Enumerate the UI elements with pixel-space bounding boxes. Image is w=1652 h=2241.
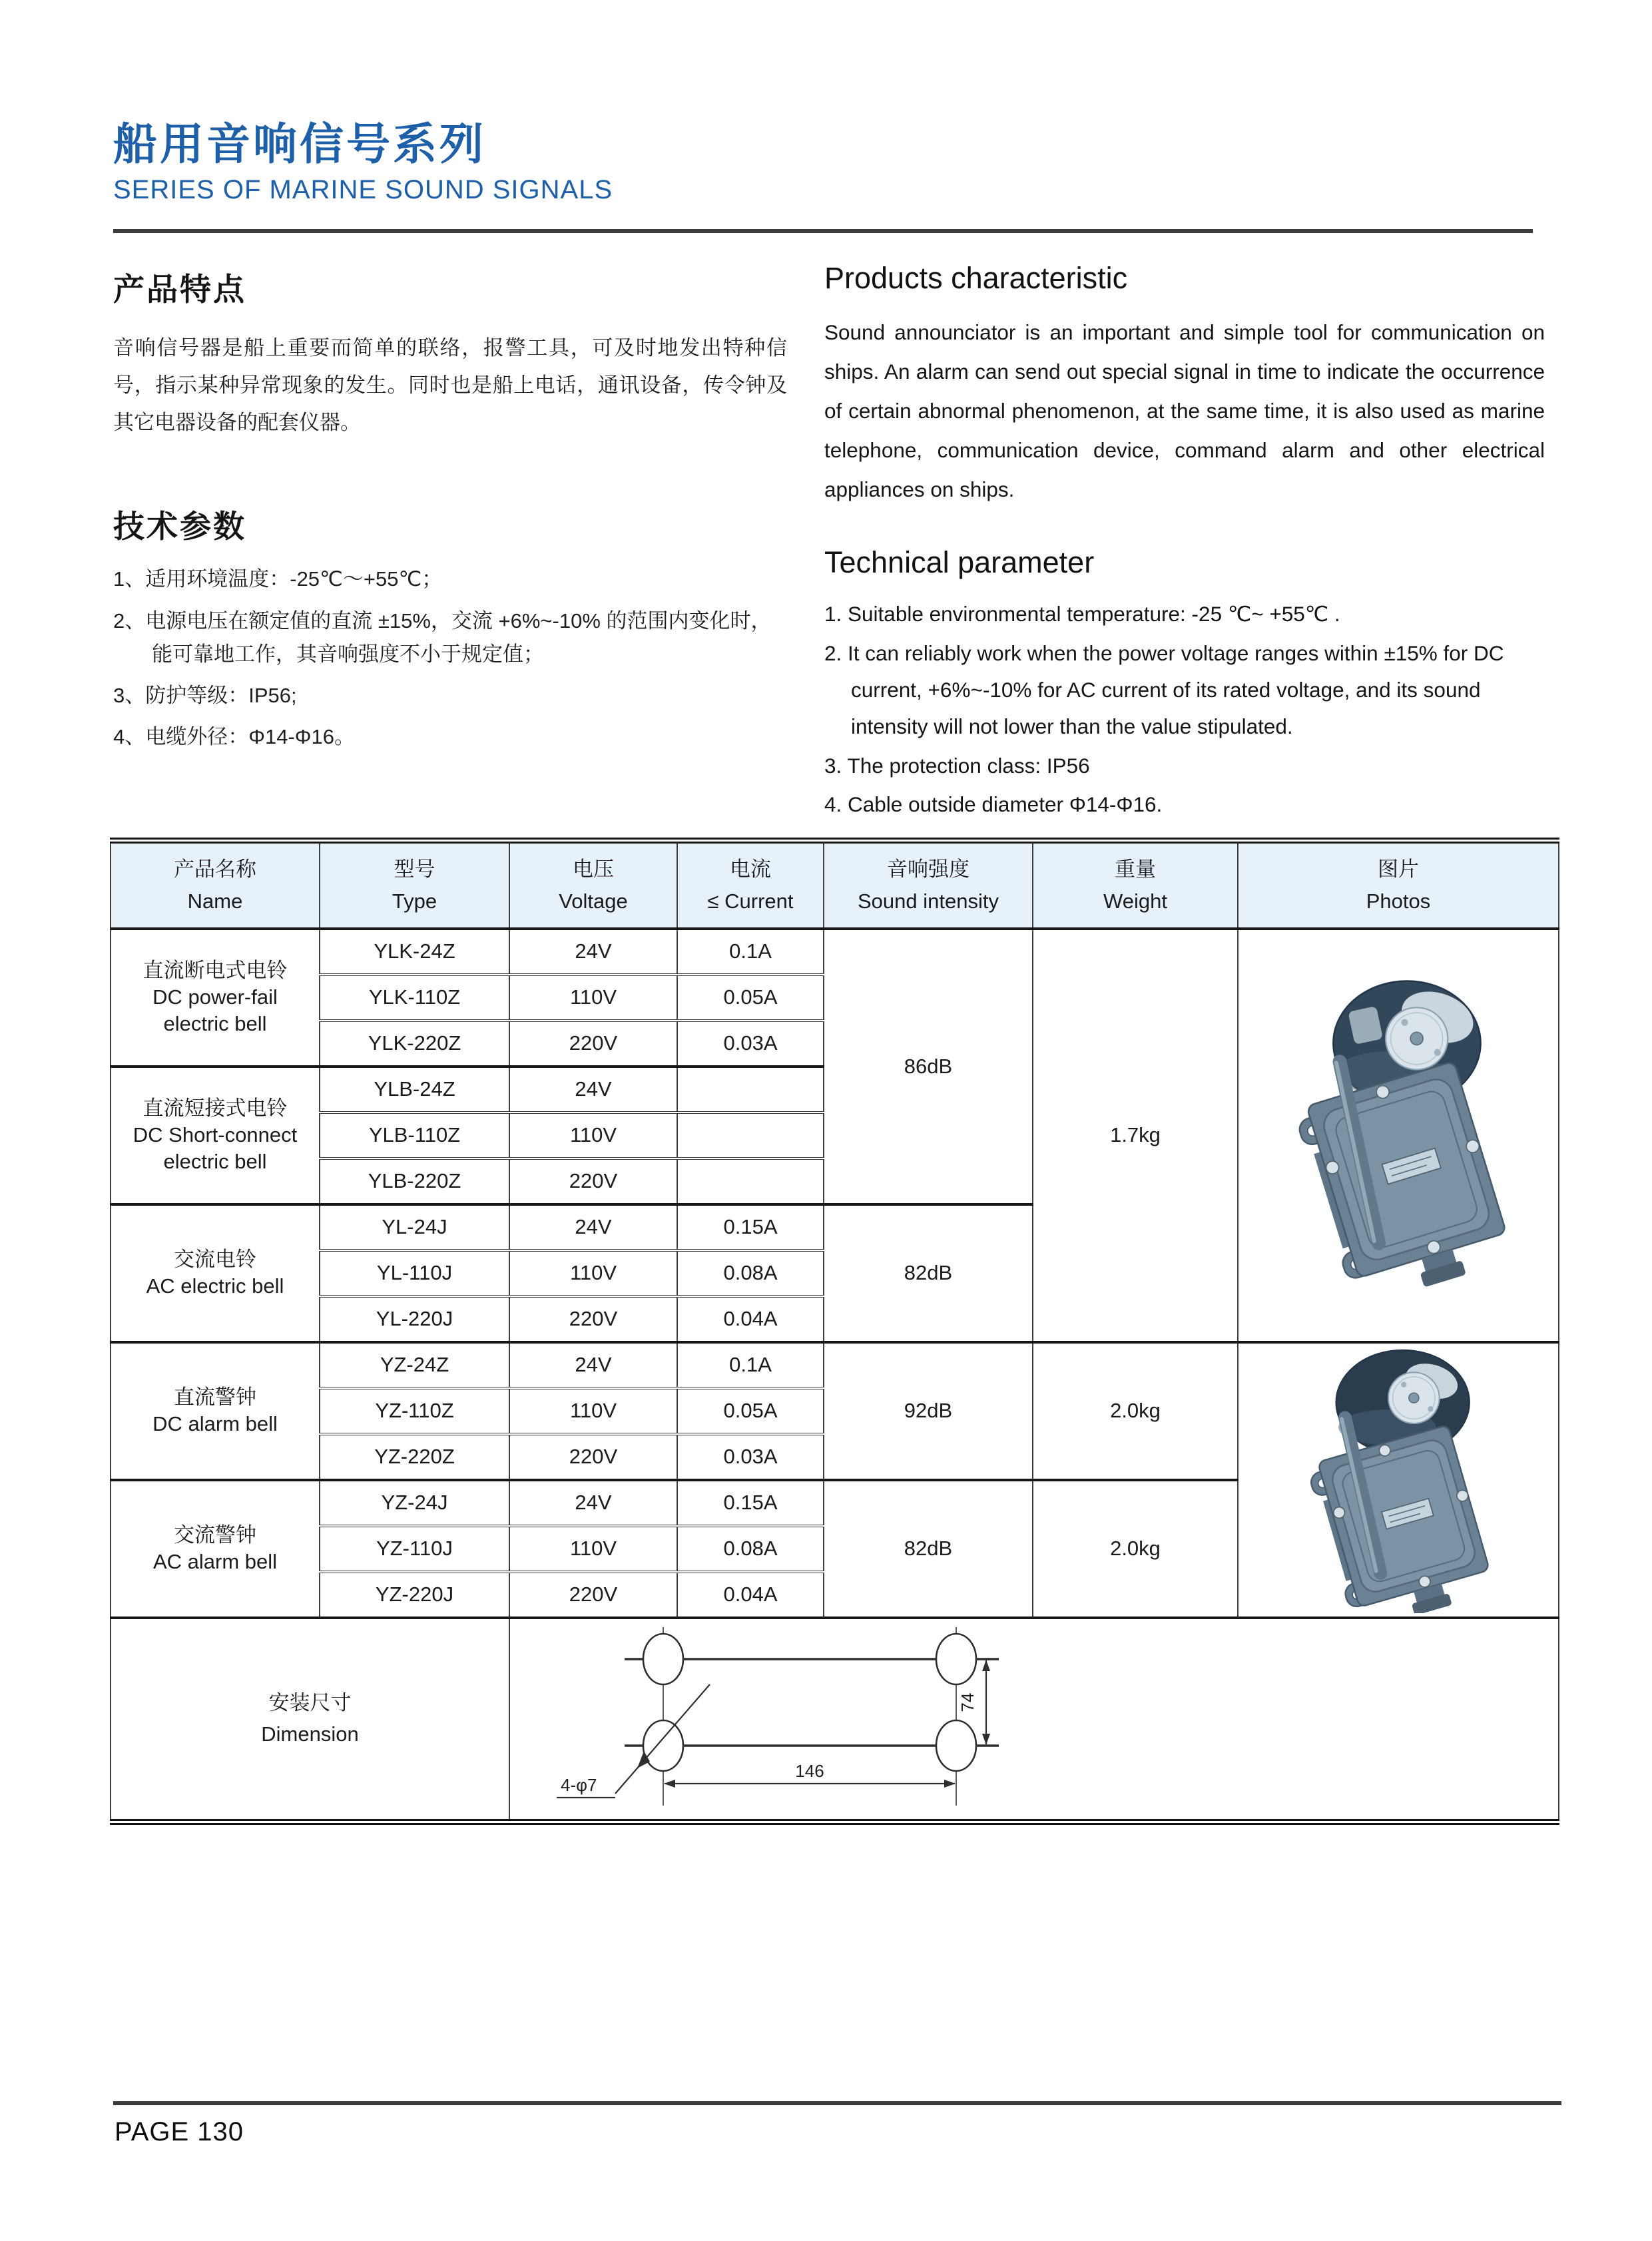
voltage-cell: 110V [509,1388,677,1434]
current-cell [677,1113,824,1158]
col-header-current: 电流 ≤ Current [677,841,824,929]
tech-item-zh: 3、防护等级：IP56; [113,684,297,708]
table-header-row [111,841,1559,929]
voltage-cell: 24V [509,1204,677,1250]
tech-list-zh [113,563,787,754]
product-photo-bell-1 [1272,974,1525,1296]
table-row [111,929,1559,975]
voltage-cell: 220V [509,1158,677,1204]
col-header-weight: 重量 Weight [1033,841,1238,929]
photo-cell [1238,1342,1559,1618]
type-cell: YL-24J [320,1204,509,1250]
dimension-drawing [550,1619,1069,1819]
tech-item-zh: 1、适用环境温度：-25℃～+55℃； [113,567,443,591]
tech-heading-zh: 技术参数 [113,509,246,545]
type-cell: YLB-24Z [320,1067,509,1113]
type-cell: YLK-110Z [320,975,509,1021]
header-divider [113,229,1533,233]
name-cell: 直流短接式电铃 DC Short-connect electric bell [111,1067,320,1204]
current-cell: 0.05A [677,1388,824,1434]
name-cell: 交流电铃 AC electric bell [111,1204,320,1342]
voltage-cell: 24V [509,1342,677,1388]
sound-cell: 86dB [824,929,1033,1204]
type-cell: YL-220J [320,1296,509,1342]
current-cell: 0.1A [677,929,824,975]
features-heading-en: Products characteristic [824,261,1128,295]
col-header-sound: 音响强度 Sound intensity [824,841,1033,929]
voltage-cell: 220V [509,1296,677,1342]
current-cell [677,1067,824,1113]
type-cell: YZ-220J [320,1572,509,1618]
type-cell: YLB-110Z [320,1113,509,1158]
tech-item-en: 4. Cable outside diameter Φ14-Φ16. [824,792,1163,817]
type-cell: YLK-220Z [320,1021,509,1067]
current-cell: 0.05A [677,975,824,1021]
page-title-zh: 船用音响信号系列 [113,119,486,168]
type-cell: YLB-220Z [320,1158,509,1204]
col-header-type: 型号 Type [320,841,509,929]
type-cell: YZ-220Z [320,1434,509,1480]
voltage-cell: 24V [509,1067,677,1113]
current-cell: 0.08A [677,1250,824,1296]
dimension-label-cell: 安装尺寸 Dimension [111,1618,509,1822]
current-cell: 0.04A [677,1296,824,1342]
features-heading-zh: 产品特点 [113,272,246,307]
sound-cell: 92dB [824,1342,1033,1480]
tech-item-en: 1. Suitable environmental temperature: -25 ℃~ +55℃ . [824,602,1340,626]
dimension-drawing-cell [509,1618,1559,1822]
current-cell: 0.15A [677,1480,824,1526]
type-cell: YZ-24Z [320,1342,509,1388]
weight-cell: 1.7kg [1033,929,1238,1342]
name-cell: 直流警钟 DC alarm bell [111,1342,320,1480]
tech-item-zh: 4、电缆外径：Φ14-Φ16。 [113,725,355,749]
photo-cell [1238,929,1559,1342]
features-body-zh: 音响信号器是船上重要而简单的联络，报警工具，可及时地发出特种信号，指示某种异常现象的发生。同时也是船上电话，通讯设备，传令钟及其它电器设备的配套仪器。 [113,336,787,434]
tech-item-en: 3. The protection class: IP56 [824,753,1090,778]
product-photo-bell-2 [1275,1347,1521,1613]
tech-list-en [824,596,1545,823]
dimension-row [111,1618,1559,1822]
voltage-cell: 110V [509,1113,677,1158]
current-cell: 0.08A [677,1526,824,1572]
weight-cell: 2.0kg [1033,1342,1238,1480]
voltage-cell: 110V [509,1526,677,1572]
features-column-zh [113,265,787,762]
voltage-cell: 24V [509,1480,677,1526]
sound-cell: 82dB [824,1480,1033,1618]
features-body-en: Sound announciator is an important and simple tool for communication on ships. An alarm can send out special signal in time to indicate the occurrence of certain abnormal phenomenon, at the same time, it is also used as marine telephone, communication device, command alarm and other electrical appliances on ships. [824,320,1545,501]
type-cell: YZ-24J [320,1480,509,1526]
type-cell: YLK-24Z [320,929,509,975]
page-title-block [113,120,613,205]
col-header-photos: 图片 Photos [1238,841,1559,929]
tech-item-en: 2. It can reliably work when the power voltage ranges within ±15% for DC current, +6%~-10% for AC current of its rated voltage, and its sound intensity will not lower than the value stipulated. [824,641,1504,738]
tech-item-zh: 2、电源电压在额定值的直流 ±15%，交流 +6%~-10% 的范围内变化时，能可靠地工作，其音响强度不小于规定值； [113,609,772,666]
voltage-cell: 110V [509,975,677,1021]
name-cell: 直流断电式电铃 DC power-fail electric bell [111,929,320,1067]
voltage-cell: 110V [509,1250,677,1296]
product-table [110,838,1559,1825]
current-cell: 0.04A [677,1572,824,1618]
features-column-en [824,261,1545,826]
weight-cell: 2.0kg [1033,1480,1238,1618]
col-header-voltage: 电压 Voltage [509,841,677,929]
type-cell: YZ-110Z [320,1388,509,1434]
current-cell: 0.03A [677,1434,824,1480]
current-cell: 0.1A [677,1342,824,1388]
hole-callout-label: 4-φ7 [561,1774,597,1795]
voltage-cell: 220V [509,1434,677,1480]
table-row [111,1342,1559,1388]
current-cell: 0.15A [677,1204,824,1250]
voltage-cell: 220V [509,1572,677,1618]
dimension-height-label: 74 [958,1692,977,1712]
sound-cell: 82dB [824,1204,1033,1342]
page-number: PAGE 130 [115,2117,244,2146]
tech-heading-en: Technical parameter [824,545,1095,580]
type-cell: YZ-110J [320,1526,509,1572]
footer-divider [113,2101,1561,2105]
name-cell: 交流警钟 AC alarm bell [111,1480,320,1618]
current-cell: 0.03A [677,1021,824,1067]
type-cell: YL-110J [320,1250,509,1296]
page-title-en: SERIES OF MARINE SOUND SIGNALS [113,174,613,204]
col-header-name: 产品名称 Name [111,841,320,929]
current-cell [677,1158,824,1204]
voltage-cell: 220V [509,1021,677,1067]
voltage-cell: 24V [509,929,677,975]
dimension-width-label: 146 [795,1760,824,1781]
